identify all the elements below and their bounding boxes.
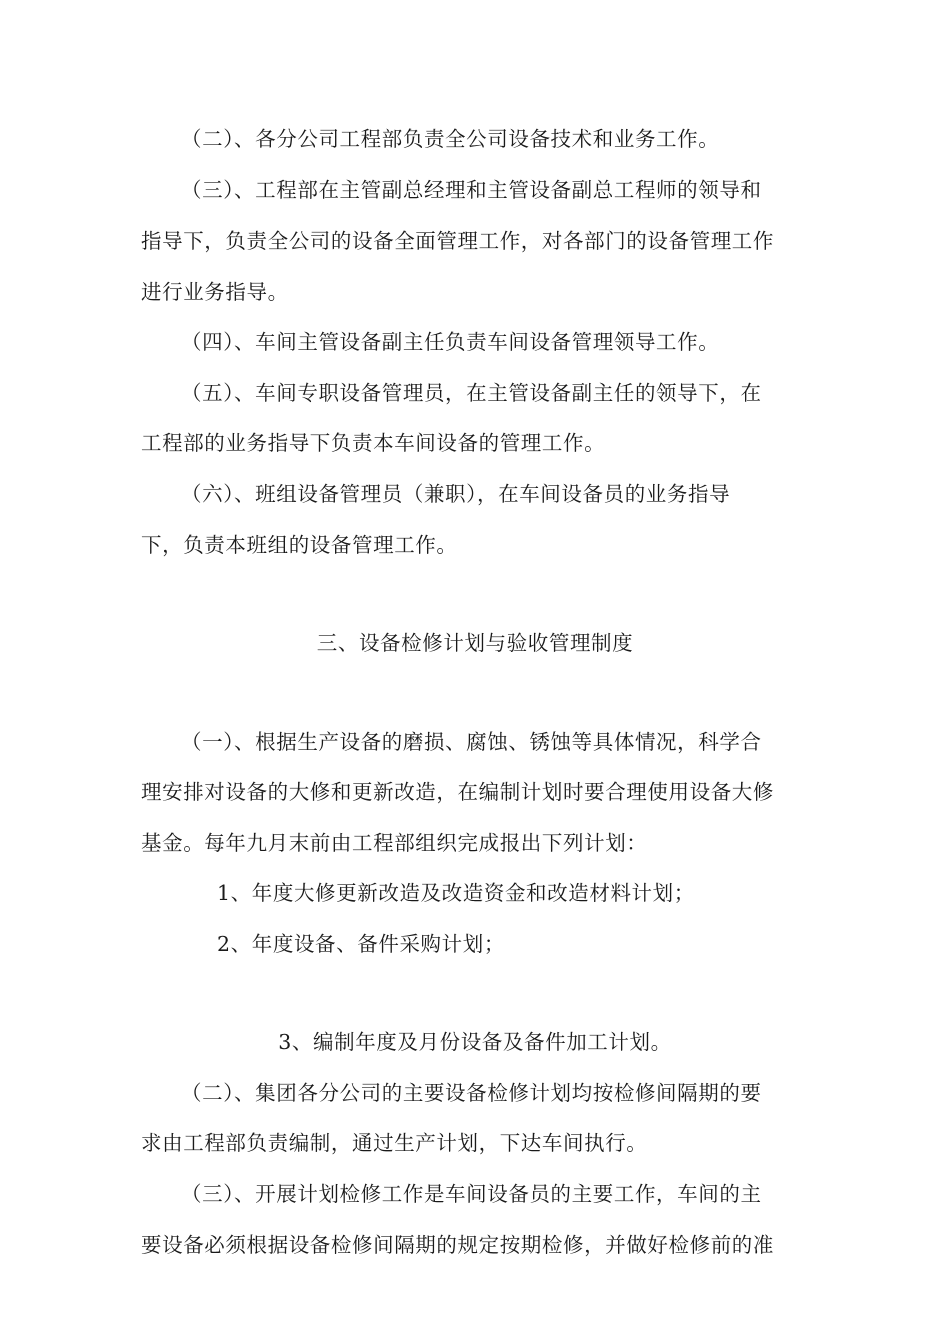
plan-item-1: 1、年度大修更新改造及改造资金和改造材料计划； [217, 881, 695, 905]
closing-paragraph-2-line-1: （二）、集团各分公司的主要设备检修计划均按检修间隔期的要 [181, 1081, 762, 1105]
section-paragraph-1-line-2: 理安排对设备的大修和更新改造，在编制计划时要合理使用设备大修 [141, 780, 774, 804]
section-heading: 三、设备检修计划与验收管理制度 [316, 631, 634, 655]
paragraph-4-line-1: （四）、车间主管设备副主任负责车间设备管理领导工作。 [181, 330, 720, 354]
plan-item-2: 2、年度设备、备件采购计划； [217, 932, 505, 956]
paragraph-3-line-1: （三）、工程部在主管副总经理和主管设备副总工程师的领导和 [181, 178, 762, 202]
section-paragraph-1-line-3: 基金。每年九月末前由工程部组织完成报出下列计划： [141, 831, 648, 855]
paragraph-5-line-1: （五）、车间专职设备管理员，在主管设备副主任的领导下，在 [181, 381, 762, 405]
paragraph-6-line-2: 下，负责本班组的设备管理工作。 [141, 533, 458, 557]
paragraph-3-line-3: 进行业务指导。 [141, 280, 289, 304]
paragraph-3-line-2: 指导下，负责全公司的设备全面管理工作，对各部门的设备管理工作 [141, 229, 774, 253]
paragraph-6-line-1: （六）、班组设备管理员（兼职），在车间设备员的业务指导 [181, 482, 731, 506]
closing-paragraph-3-line-1: （三）、开展计划检修工作是车间设备员的主要工作，车间的主 [181, 1182, 762, 1206]
plan-item-3: 3、编制年度及月份设备及备件加工计划。 [278, 1030, 672, 1054]
closing-paragraph-2-line-2: 求由工程部负责编制，通过生产计划，下达车间执行。 [141, 1131, 648, 1155]
paragraph-5-line-2: 工程部的业务指导下负责本车间设备的管理工作。 [141, 431, 606, 455]
section-paragraph-1-line-1: （一）、根据生产设备的磨损、腐蚀、锈蚀等具体情况，科学合 [181, 730, 762, 754]
closing-paragraph-3-line-2: 要设备必须根据设备检修间隔期的规定按期检修，并做好检修前的准 [141, 1233, 774, 1257]
paragraph-2-line-1: （二）、各分公司工程部负责全公司设备技术和业务工作。 [181, 127, 720, 151]
